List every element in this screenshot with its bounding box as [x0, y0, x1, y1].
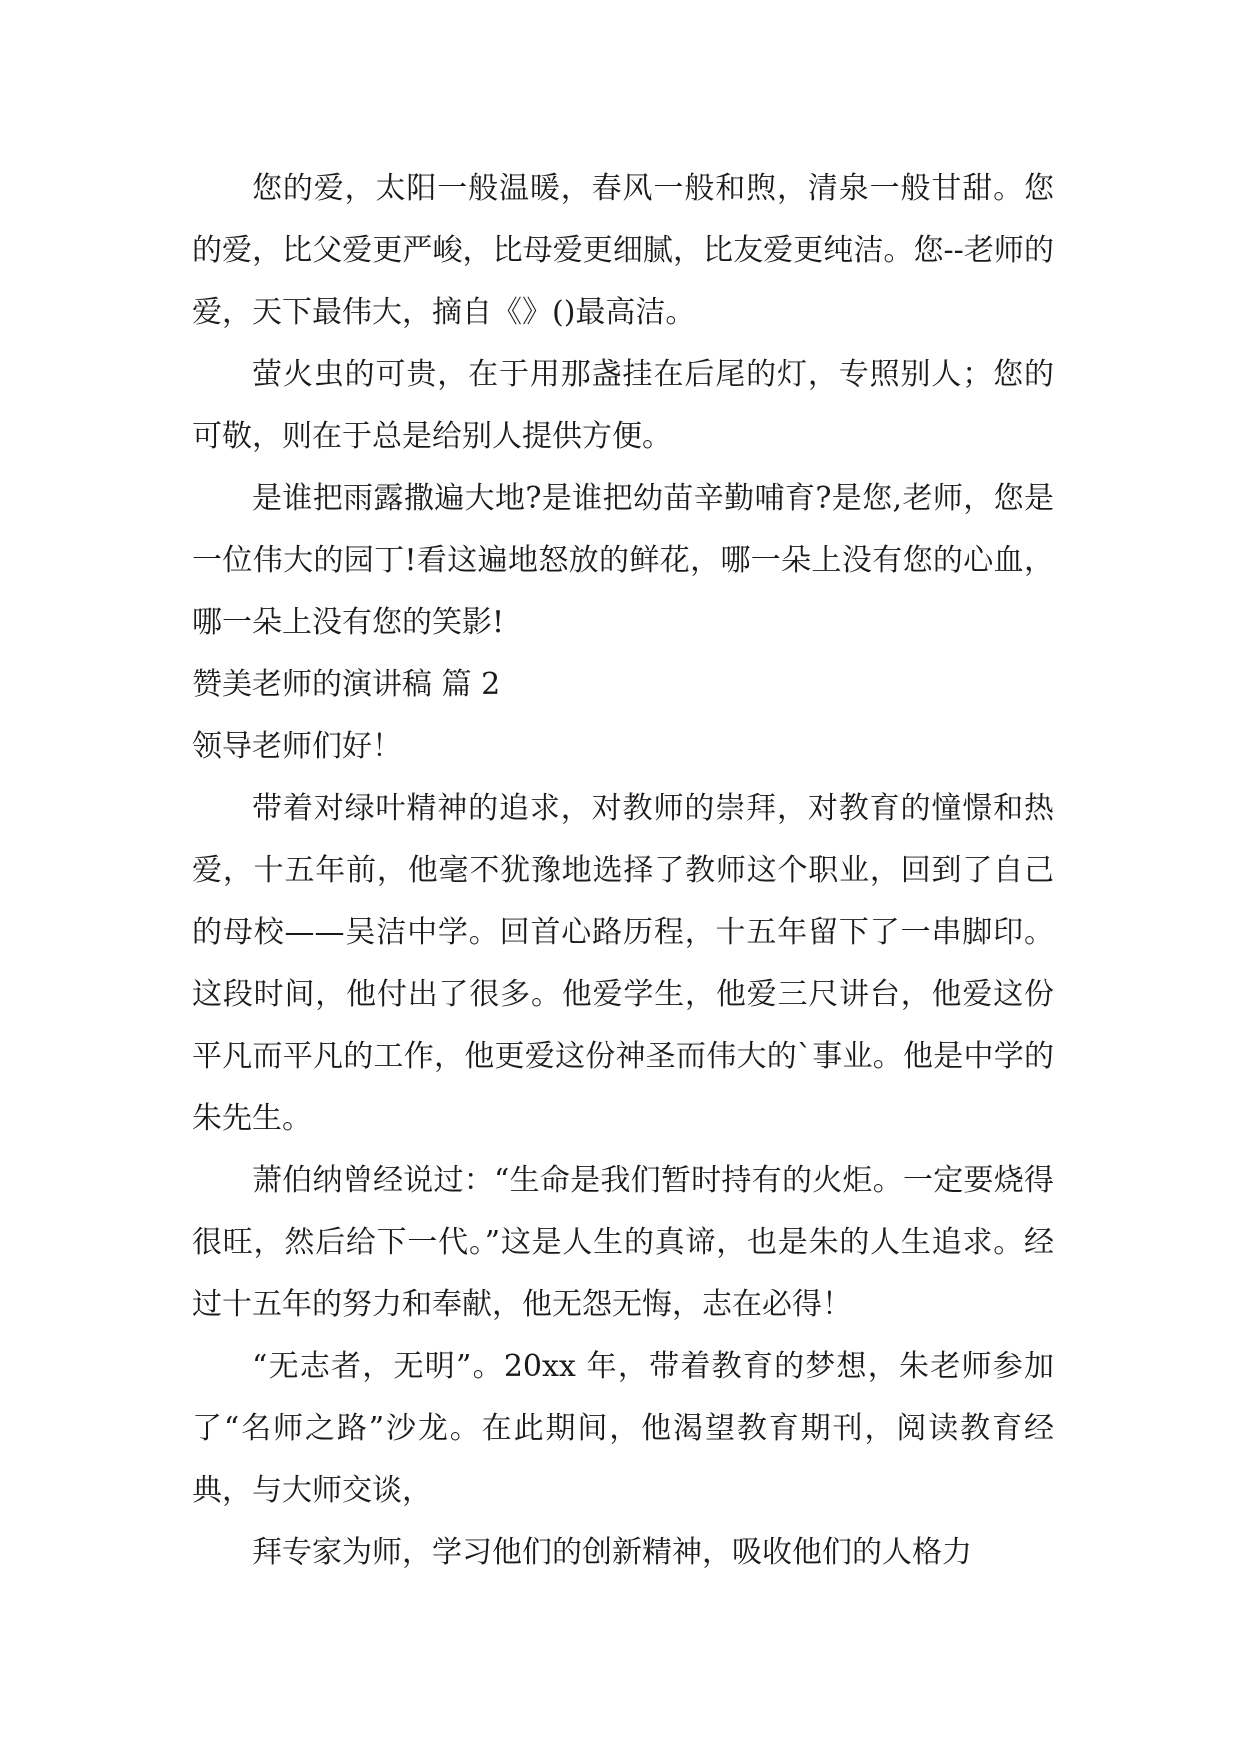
paragraph-salon: “无志者，无明”。20xx 年，带着教育的梦想，朱老师参加了“名师之路”沙龙。在此期间，他渴望教育期刊，阅读教育经典，与大师交谈，: [192, 1349, 1054, 1508]
paragraph-teacher-love: 您的爱，太阳一般温暖，春风一般和煦，清泉一般甘甜。您的爱，比父爱更严峻，比母爱更细腻，比友爱更纯洁。您--老师的爱，天下最伟大，摘自《》()最高洁。: [192, 171, 1054, 330]
document-body: [192, 158, 1054, 1584]
paragraph-career-choice: 带着对绿叶精神的追求，对教师的崇拜，对教育的憧憬和热爱，十五年前，他毫不犹豫地选择了教师这个职业，回到了自己的母校——吴洁中学。回首心路历程，十五年留下了一串脚印。这段时间，他付出了很多。他爱学生，他爱三尺讲台，他爱这份平凡而平凡的工作，他更爱这份神圣而伟大的`事业。他是中学的朱先生。: [192, 791, 1054, 1136]
greeting: 领导老师们好！: [192, 729, 402, 764]
paragraph-shaw-quote: 萧伯纳曾经说过：“生命是我们暂时持有的火炬。一定要烧得很旺，然后给下一代。”这是人生的真谛，也是朱的人生追求。经过十五年的努力和奉献，他无怨无悔，志在必得！: [192, 1163, 1054, 1322]
paragraph-gardener: 是谁把雨露撒遍大地?是谁把幼苗辛勤哺育?是您,老师，您是一位伟大的园丁!看这遍地怒放的鲜花，哪一朵上没有您的心血，哪一朵上没有您的笑影!: [192, 481, 1054, 640]
section-title: 赞美老师的演讲稿 篇 2: [192, 667, 501, 702]
paragraph-firefly: 萤火虫的可贵，在于用那盏挂在后尾的灯，专照别人；您的可敬，则在于总是给别人提供方便。: [192, 357, 1054, 454]
paragraph-experts: 拜专家为师，学习他们的创新精神，吸收他们的人格力: [252, 1535, 972, 1570]
